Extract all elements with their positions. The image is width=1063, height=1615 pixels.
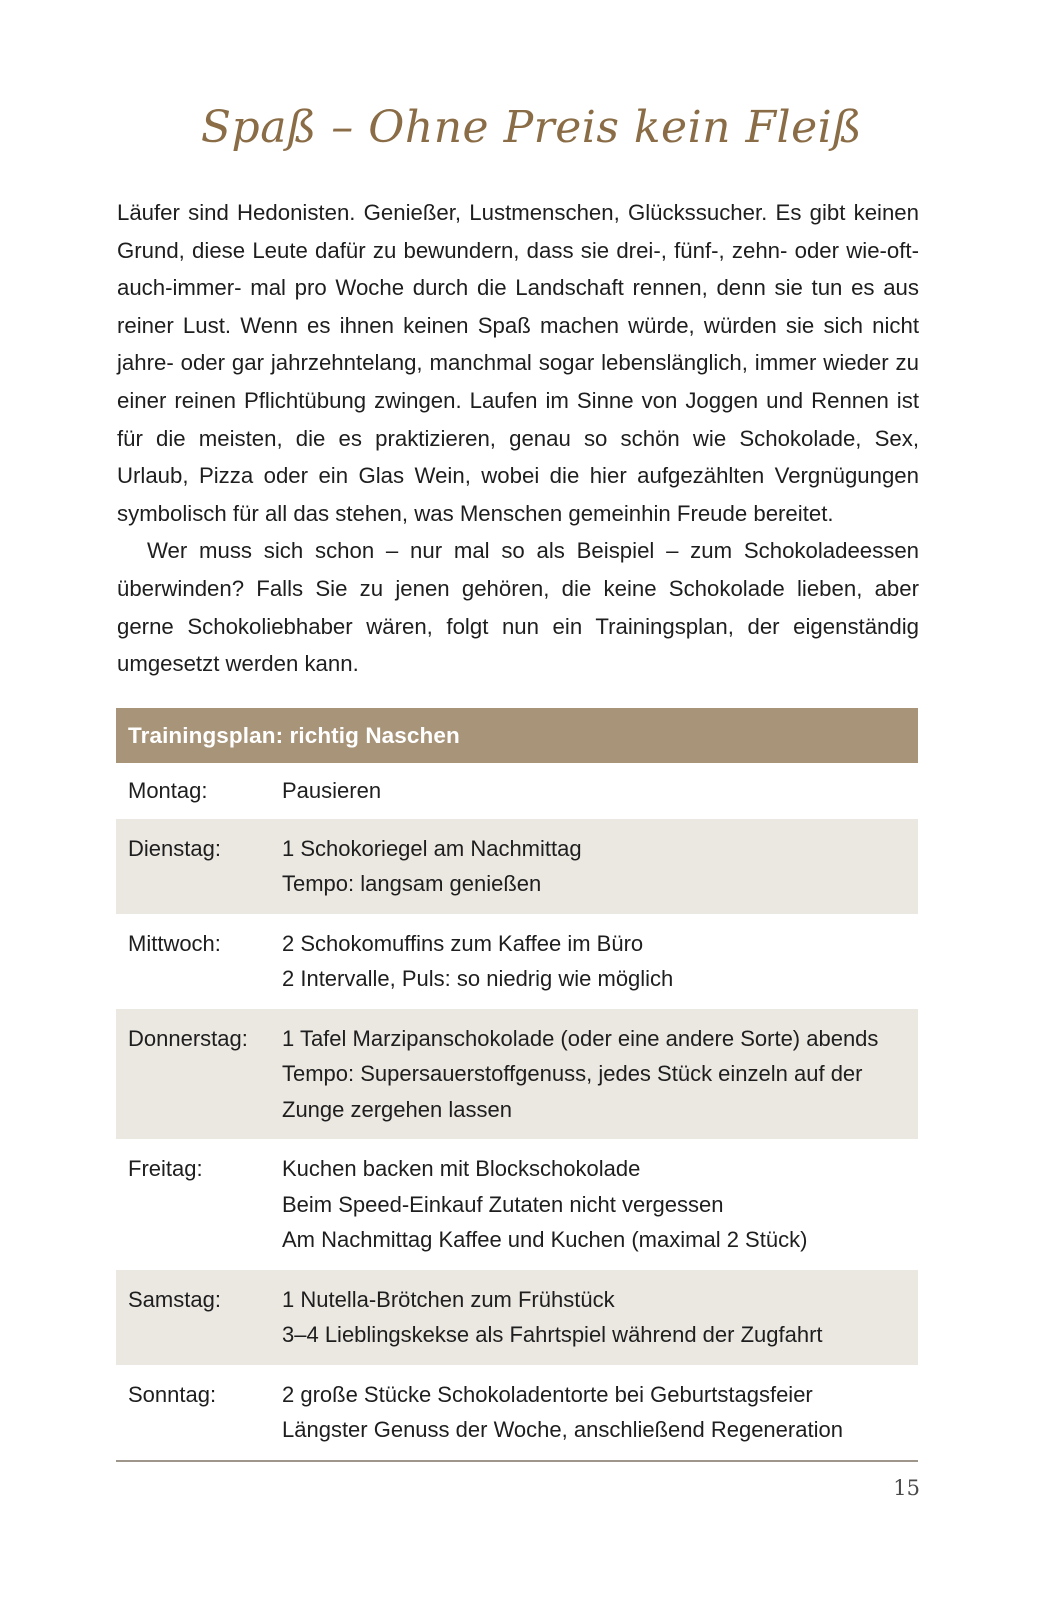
activities — [282, 1151, 906, 1258]
table-title: Trainingsplan: richtig Naschen — [128, 722, 460, 748]
table-row-dienstag — [116, 819, 918, 914]
day-label: Freitag: — [128, 1156, 203, 1181]
activities — [282, 926, 906, 997]
activity-line: Längster Genuss der Woche, anschließend Regeneration — [282, 1417, 843, 1442]
activity-line: Pausieren — [282, 778, 382, 803]
day-label: Montag: — [128, 778, 208, 803]
activity-line: Beim Speed-Einkauf Zutaten nicht vergessen — [282, 1191, 724, 1217]
day-label: Sonntag: — [128, 1381, 217, 1407]
activity-line: 1 Schokoriegel am Nachmittag — [282, 835, 582, 861]
activities — [282, 773, 906, 809]
day-label: Donnerstag: — [128, 1025, 248, 1051]
activities — [282, 1021, 906, 1128]
table-row-freitag — [116, 1139, 918, 1270]
day-label: Dienstag: — [128, 835, 221, 861]
activities — [282, 1282, 906, 1353]
training-plan-table — [116, 708, 918, 1462]
table-bottom-rule — [116, 1460, 918, 1462]
page-title: Spaß – Ohne Preis kein Fleiß — [200, 102, 863, 153]
day-label: Samstag: — [128, 1286, 221, 1312]
activity-line: 1 Nutella-Brötchen zum Frühstück — [282, 1286, 615, 1312]
activity-line: Tempo: langsam genießen — [282, 871, 542, 896]
activity-line: 3–4 Lieblingskekse als Fahrtspiel während der Zugfahrt — [282, 1322, 823, 1347]
table-row-montag — [116, 763, 918, 819]
activity-line: 2 große Stücke Schokoladentorte bei Geburtstagsfeier — [282, 1381, 813, 1407]
day-label: Mittwoch: — [128, 930, 221, 956]
table-row-donnerstag — [116, 1009, 918, 1140]
table-row-samstag — [116, 1270, 918, 1365]
table-header — [116, 708, 918, 763]
paragraph-1: Läufer sind Hedonisten. Genießer, Lustmenschen, Glückssucher. Es gibt keinen Grund, diese Leute dafür zu bewundern, dass sie drei-, fünf-, zehn- oder wie-oft-auch-immer- mal pro Woche durch die Landschaft rennen, denn sie tun es aus reiner Lust. Wenn es ihnen keinen Spaß machen würde, würden sie sich nicht jahre- oder gar jahrzehntelang, manchmal sogar lebenslänglich, immer wieder zu einer reinen Pflichtübung zwingen. Laufen im Sinne von Joggen und Rennen ist für die meisten, die es praktizieren, genau so schön wie Schokolade, Sex, Urlaub, Pizza oder ein Glas Wein, wobei die hier aufgezählten Vergnügungen symbolisch für all das stehen, was Menschen gemeinhin Freude bereitet. — [117, 200, 919, 526]
activities — [282, 831, 906, 902]
activities — [282, 1377, 906, 1448]
activity-line: 1 Tafel Marzipanschokolade (oder eine andere Sorte) abends — [282, 1025, 879, 1051]
activity-line: Kuchen backen mit Blockschokolade — [282, 1156, 641, 1181]
activity-line: 2 Intervalle, Puls: so niedrig wie möglich — [282, 966, 674, 991]
activity-line: Am Nachmittag Kaffee und Kuchen (maximal 2 Stück) — [282, 1227, 808, 1252]
table-row-sonntag — [116, 1365, 918, 1460]
activity-line: Zunge zergehen lassen — [282, 1096, 512, 1122]
body-text — [117, 194, 919, 683]
paragraph-2: Wer muss sich schon – nur mal so als Beispiel – zum Schokoladeessen überwinden? Falls Sie zu jenen gehören, die keine Schokolade lieben, aber gerne Schokoliebhaber wären, folgt nun ein Trainingsplan, der eigenständig umgesetzt werden kann. — [117, 538, 919, 677]
table-row-mittwoch — [116, 914, 918, 1009]
activity-line: 2 Schokomuffins zum Kaffee im Büro — [282, 930, 644, 956]
page-number: 15 — [893, 1476, 920, 1500]
activity-line: Tempo: Supersauerstoffgenuss, jedes Stück einzeln auf der — [282, 1061, 863, 1086]
